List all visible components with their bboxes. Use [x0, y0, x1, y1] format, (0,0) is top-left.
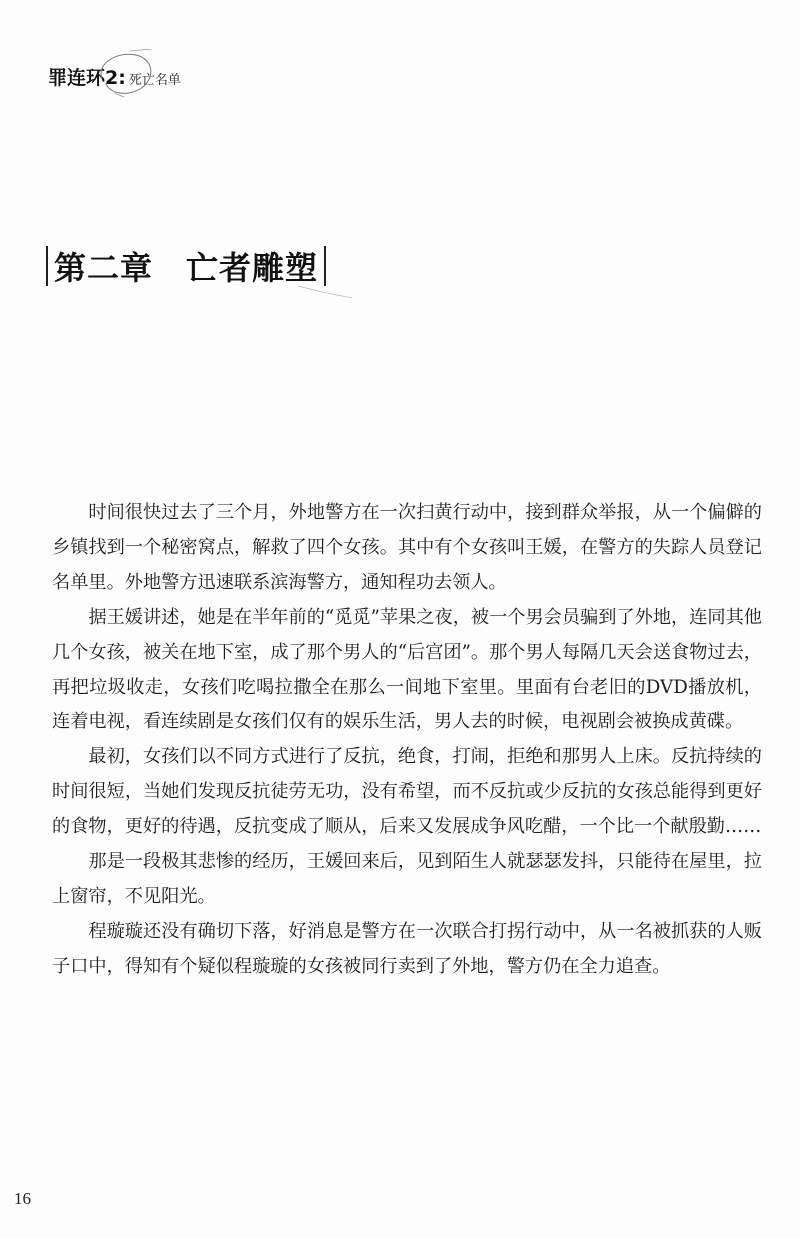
body-text — [52, 496, 762, 985]
running-header — [48, 50, 181, 90]
paragraph-2: 据王媛讲述，她是在半年前的“觅觅”苹果之夜，被一个男会员骗到了外地，连同其他几个女孩，被关在地下室，成了那个男人的“后宫团”。那个男人每隔几天会送食物过去，再把垃圾收走，女孩们吃喝拉撒全在那么一间地下室里。里面有台老旧的DVD播放机，连着电视，看连续剧是女孩们仅有的娱乐生活，男人去的时候，电视剧会被换成黄碟。 — [52, 606, 762, 733]
paragraph-5: 程璇璇还没有确切下落，好消息是警方在一次联合打拐行动中，从一名被抓获的人贩子口中，得知有个疑似程璇璇的女孩被同行卖到了外地，警方仍在全力追查。 — [52, 920, 762, 977]
page-number: 16 — [14, 1189, 31, 1208]
chapter-heading — [46, 243, 326, 289]
series-title: 罪连环2: — [48, 67, 126, 89]
ink-streak-decoration — [296, 280, 356, 300]
paragraph-3: 最初，女孩们以不同方式进行了反抗，绝食，打闹，拒绝和那男人上床。反抗持续的时间很短，当她们发现反抗徒劳无功，没有希望，而不反抗或少反抗的女孩总能得到更好的食物，更好的待遇，反抗变成了顺从，后来又发展成争风吃醋，一个比一个献殷勤…… — [52, 746, 762, 838]
paragraph-4: 那是一段极其悲惨的经历，王媛回来后，见到陌生人就瑟瑟发抖，只能待在屋里，拉上窗帘，不见阳光。 — [52, 851, 762, 907]
book-subtitle: 死亡名单 — [128, 73, 181, 88]
chapter-title: 第二章 亡者雕塑 — [54, 249, 319, 287]
paragraph-1: 时间很快过去了三个月，外地警方在一次扫黄行动中，接到群众举报，从一个偏僻的乡镇找到一个秘密窝点，解救了四个女孩。其中有个女孩叫王媛，在警方的失踪人员登记名单里。外地警方迅速联系滨海警方，通知程功去领人。 — [52, 502, 762, 593]
swirl-ornament-icon — [94, 49, 160, 99]
heading-left-bar — [46, 246, 48, 286]
series-title-wrap — [48, 63, 126, 90]
